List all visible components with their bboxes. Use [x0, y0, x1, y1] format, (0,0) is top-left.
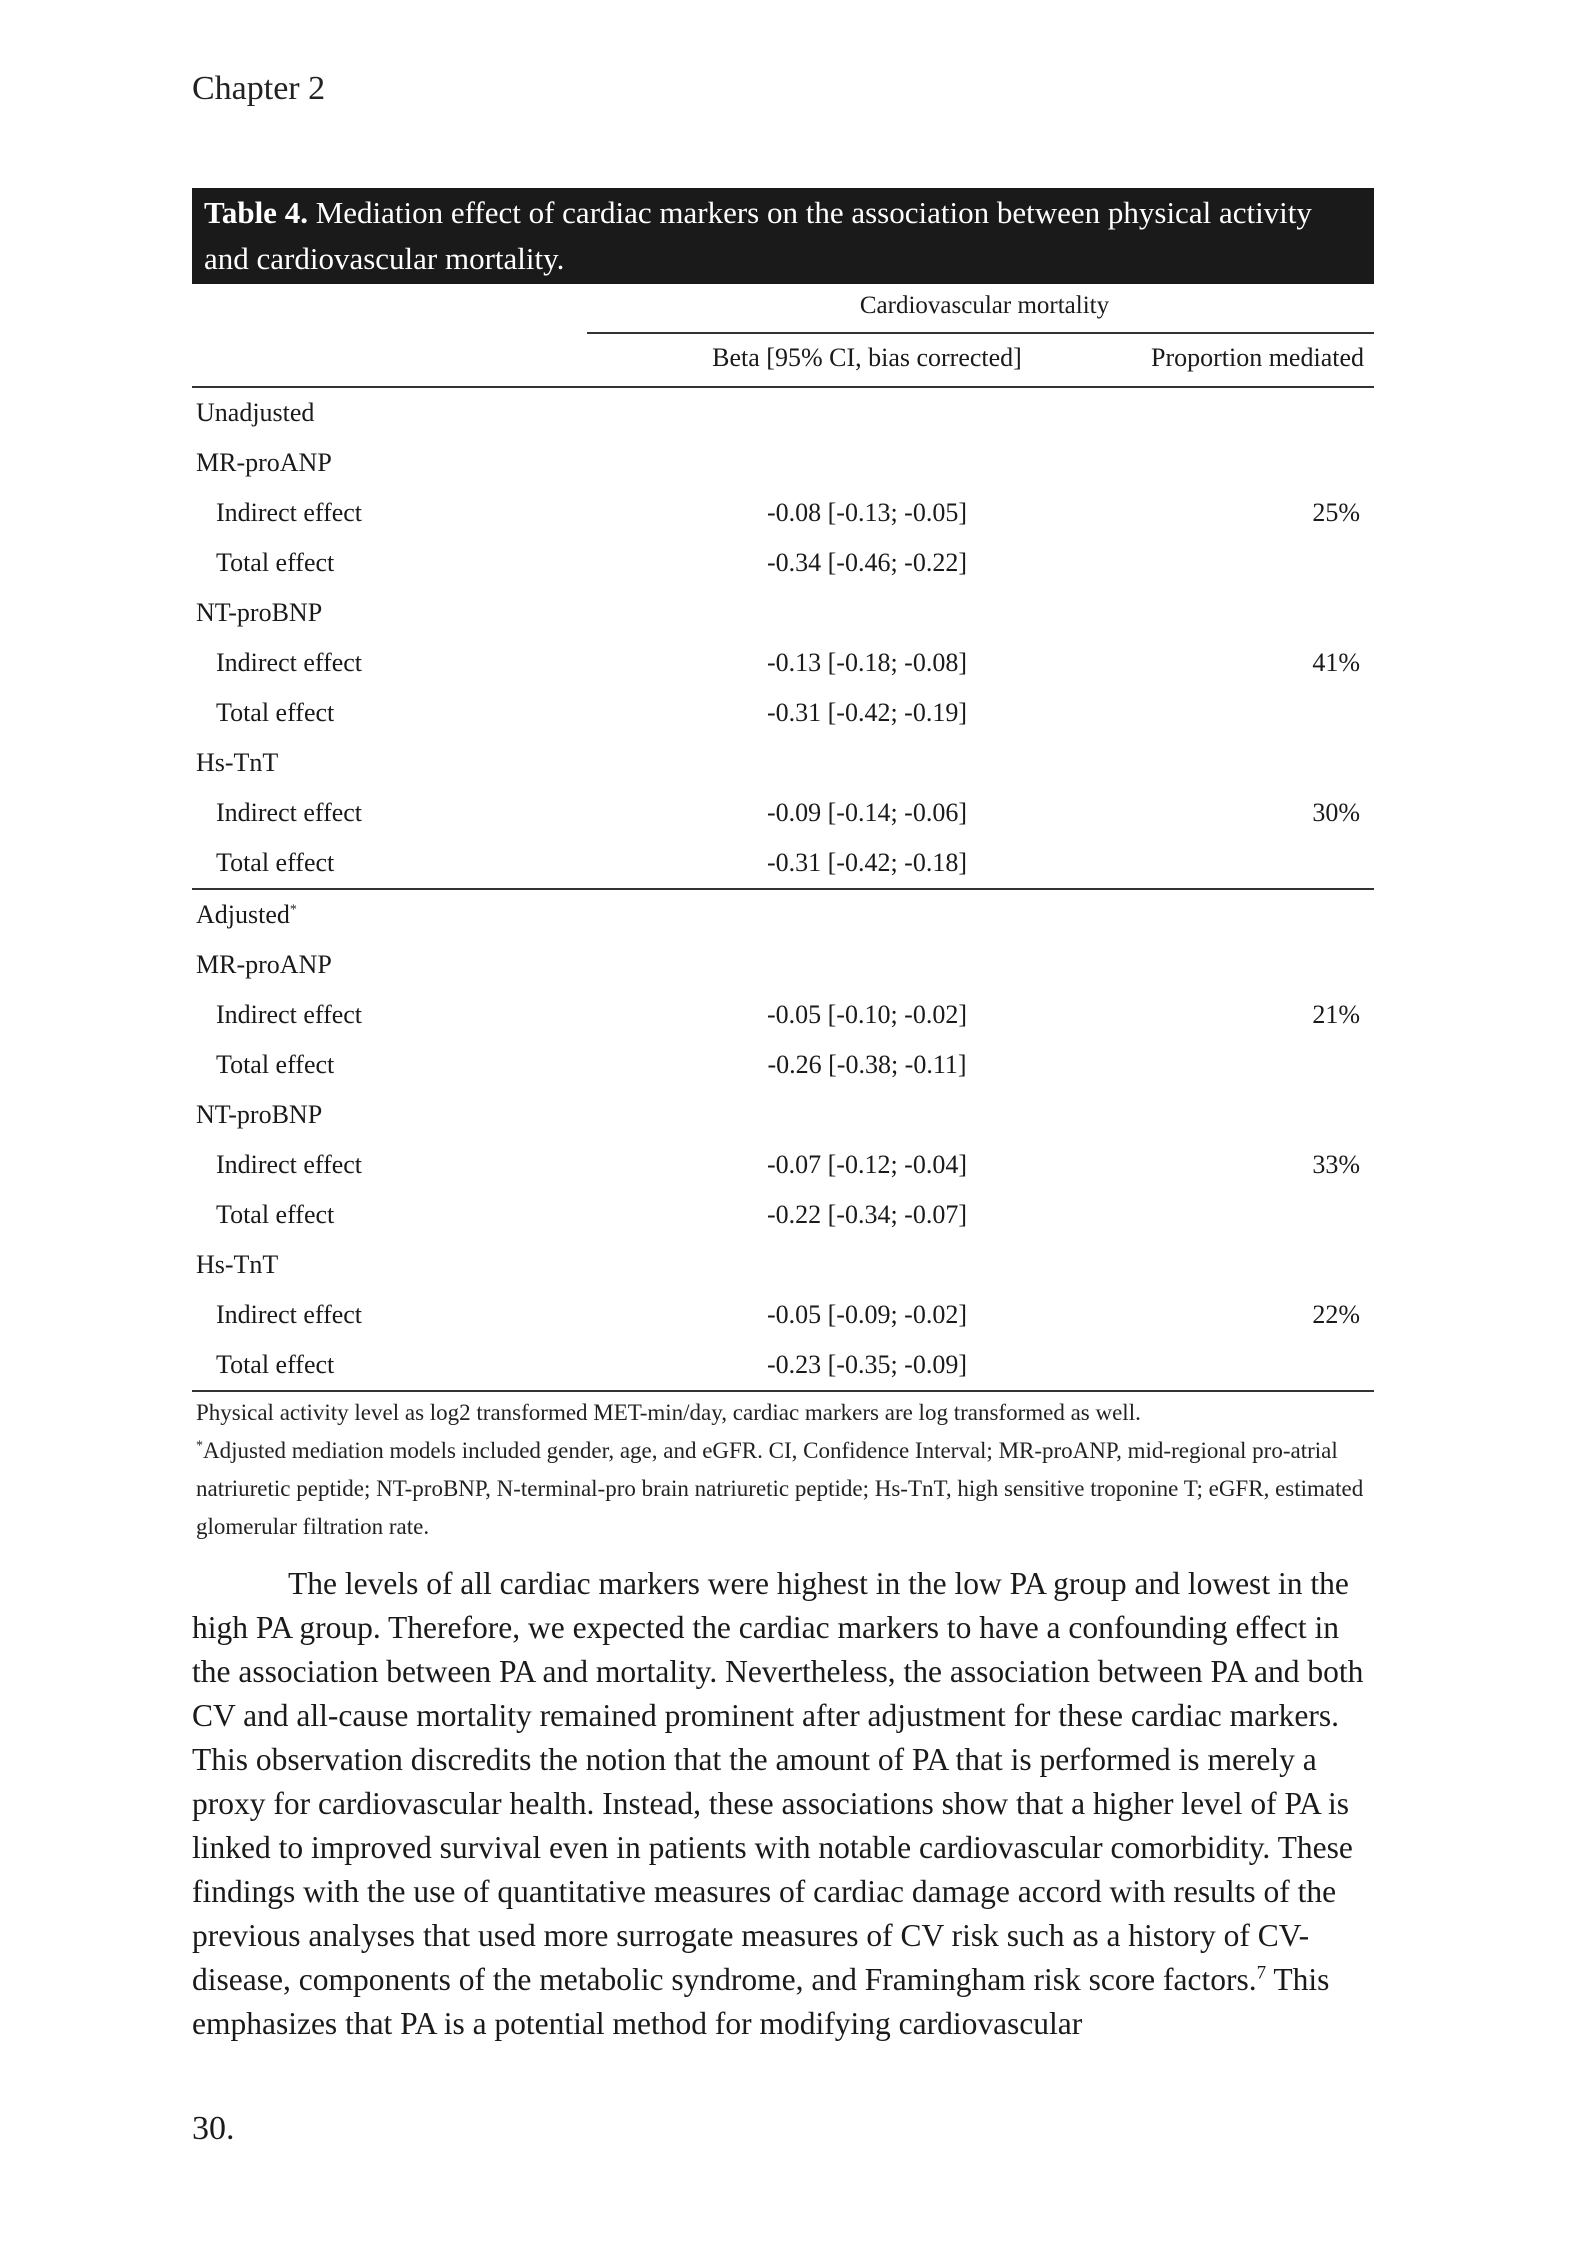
- effect-label: Total effect: [216, 1350, 335, 1379]
- section-row-unadjusted: [192, 388, 1374, 438]
- table-row: [192, 788, 1374, 838]
- marker-row: [192, 738, 1374, 788]
- effect-label: Total effect: [216, 848, 335, 877]
- marker-row: [192, 438, 1374, 488]
- marker-label: Hs-TnT: [196, 748, 279, 777]
- mediation-table: [192, 188, 1374, 1546]
- footnote-line-2-text: Adjusted mediation models included gender, age, and eGFR. CI, Confidence Interval; MR-proANP, mid-regional pro-atrial natriuretic peptide; NT-proBNP, N-terminal-pro brain natriuretic peptide; Hs-TnT, high sensitive troponine T; eGFR, estimated glomerular filtration rate.: [196, 1438, 1364, 1539]
- paragraph-text: The levels of all cardiac markers were highest in the low PA group and lowest in the high PA group. Therefore, we expected the cardiac markers to have a confounding effect in the association between PA and mortality. Nevertheless, the association between PA and both CV and all-cause mortality remained prominent after adjustment for these cardiac markers. This observation discredits the notion that the amount of PA that is performed is merely a proxy for cardiovascular health. Instead, these associations show that a higher level of PA is linked to improved survival even in patients with notable cardiovascular comorbidity. These findings with the use of quantitative measures of cardiac damage accord with results of the previous analyses that used more surrogate measures of CV risk such as a history of CV-disease, components of the metabolic syndrome, and Framingham risk score factors.: [192, 1566, 1364, 1997]
- effect-label: Indirect effect: [216, 798, 363, 827]
- paragraph-text-continued: This emphasizes that PA is a potential method for modifying cardiovascular: [192, 1962, 1330, 2041]
- footnote-sup: *: [196, 1438, 203, 1454]
- beta-value: -0.31 [-0.42; -0.18]: [766, 848, 967, 877]
- table-row: [192, 638, 1374, 688]
- beta-value: -0.23 [-0.35; -0.09]: [766, 1350, 967, 1379]
- table-row: [192, 488, 1374, 538]
- table-row: [192, 1290, 1374, 1340]
- marker-row: [192, 588, 1374, 638]
- table-row: [192, 1140, 1374, 1190]
- proportion-value: 30%: [1312, 798, 1360, 827]
- footnote-line-2: [196, 1432, 1374, 1546]
- table-row: [192, 688, 1374, 738]
- table-row: [192, 838, 1374, 888]
- section-label: [196, 900, 297, 930]
- effect-label: Indirect effect: [216, 648, 363, 677]
- table-caption: [192, 188, 1374, 284]
- citation-superscript: 7: [1256, 1962, 1267, 1984]
- marker-label: MR-proANP: [196, 950, 332, 979]
- table-row: [192, 538, 1374, 588]
- table-column-headers: [192, 334, 1374, 388]
- marker-label: Hs-TnT: [196, 1250, 279, 1279]
- beta-value: -0.34 [-0.46; -0.22]: [766, 548, 967, 577]
- proportion-value: 21%: [1312, 1000, 1360, 1029]
- footnote-line-1: Physical activity level as log2 transformed MET-min/day, cardiac markers are log transformed as well.: [196, 1400, 1141, 1425]
- proportion-value: 22%: [1312, 1300, 1360, 1329]
- beta-value: -0.09 [-0.14; -0.06]: [766, 798, 967, 827]
- marker-label: NT-proBNP: [196, 598, 323, 627]
- effect-label: Indirect effect: [216, 498, 363, 527]
- table-row: [192, 1190, 1374, 1240]
- beta-value: -0.05 [-0.10; -0.02]: [766, 1000, 967, 1029]
- table-caption-label: Table 4.: [204, 195, 308, 230]
- table-footnote: [192, 1392, 1374, 1546]
- table-caption-text: Mediation effect of cardiac markers on the association between physical activity and cardiovascular mortality.: [204, 195, 1312, 276]
- table-row: [192, 990, 1374, 1040]
- effect-label: Total effect: [216, 698, 335, 727]
- proportion-value: 41%: [1312, 648, 1360, 677]
- body-paragraph: [192, 1562, 1378, 2046]
- effect-label: Total effect: [216, 1200, 335, 1229]
- column-header-proportion: Proportion mediated: [1150, 343, 1364, 372]
- beta-value: -0.31 [-0.42; -0.19]: [766, 698, 967, 727]
- marker-label: MR-proANP: [196, 448, 332, 477]
- table-body: [192, 284, 1374, 1546]
- page-number: 30.: [192, 2110, 235, 2147]
- table-row: [192, 1040, 1374, 1090]
- marker-row: [192, 1090, 1374, 1140]
- effect-label: Indirect effect: [216, 1000, 363, 1029]
- table-row: [192, 1340, 1374, 1390]
- marker-row: [192, 1240, 1374, 1290]
- section-label-text: Adjusted: [196, 900, 290, 929]
- section-label-sup: *: [289, 902, 297, 918]
- proportion-value: 25%: [1312, 498, 1360, 527]
- effect-label: Indirect effect: [216, 1300, 363, 1329]
- section-row-adjusted: [192, 890, 1374, 940]
- beta-value: -0.07 [-0.12; -0.04]: [766, 1150, 967, 1179]
- running-head: Chapter 2: [192, 70, 326, 107]
- section-label: Unadjusted: [196, 398, 315, 427]
- group-header-label: Cardiovascular mortality: [859, 292, 1110, 319]
- marker-label: NT-proBNP: [196, 1100, 323, 1129]
- paragraph: [192, 1562, 1378, 2046]
- table-group-header: [192, 284, 1374, 334]
- beta-value: -0.08 [-0.13; -0.05]: [766, 498, 967, 527]
- effect-label: Total effect: [216, 1050, 335, 1079]
- marker-row: [192, 940, 1374, 990]
- effect-label: Total effect: [216, 548, 335, 577]
- beta-value: -0.05 [-0.09; -0.02]: [766, 1300, 967, 1329]
- proportion-value: 33%: [1312, 1150, 1360, 1179]
- effect-label: Indirect effect: [216, 1150, 363, 1179]
- beta-value: -0.22 [-0.34; -0.07]: [766, 1200, 967, 1229]
- column-header-beta: Beta [95% CI, bias corrected]: [712, 343, 1022, 372]
- beta-value: -0.26 [-0.38; -0.11]: [767, 1050, 967, 1079]
- beta-value: -0.13 [-0.18; -0.08]: [766, 648, 967, 677]
